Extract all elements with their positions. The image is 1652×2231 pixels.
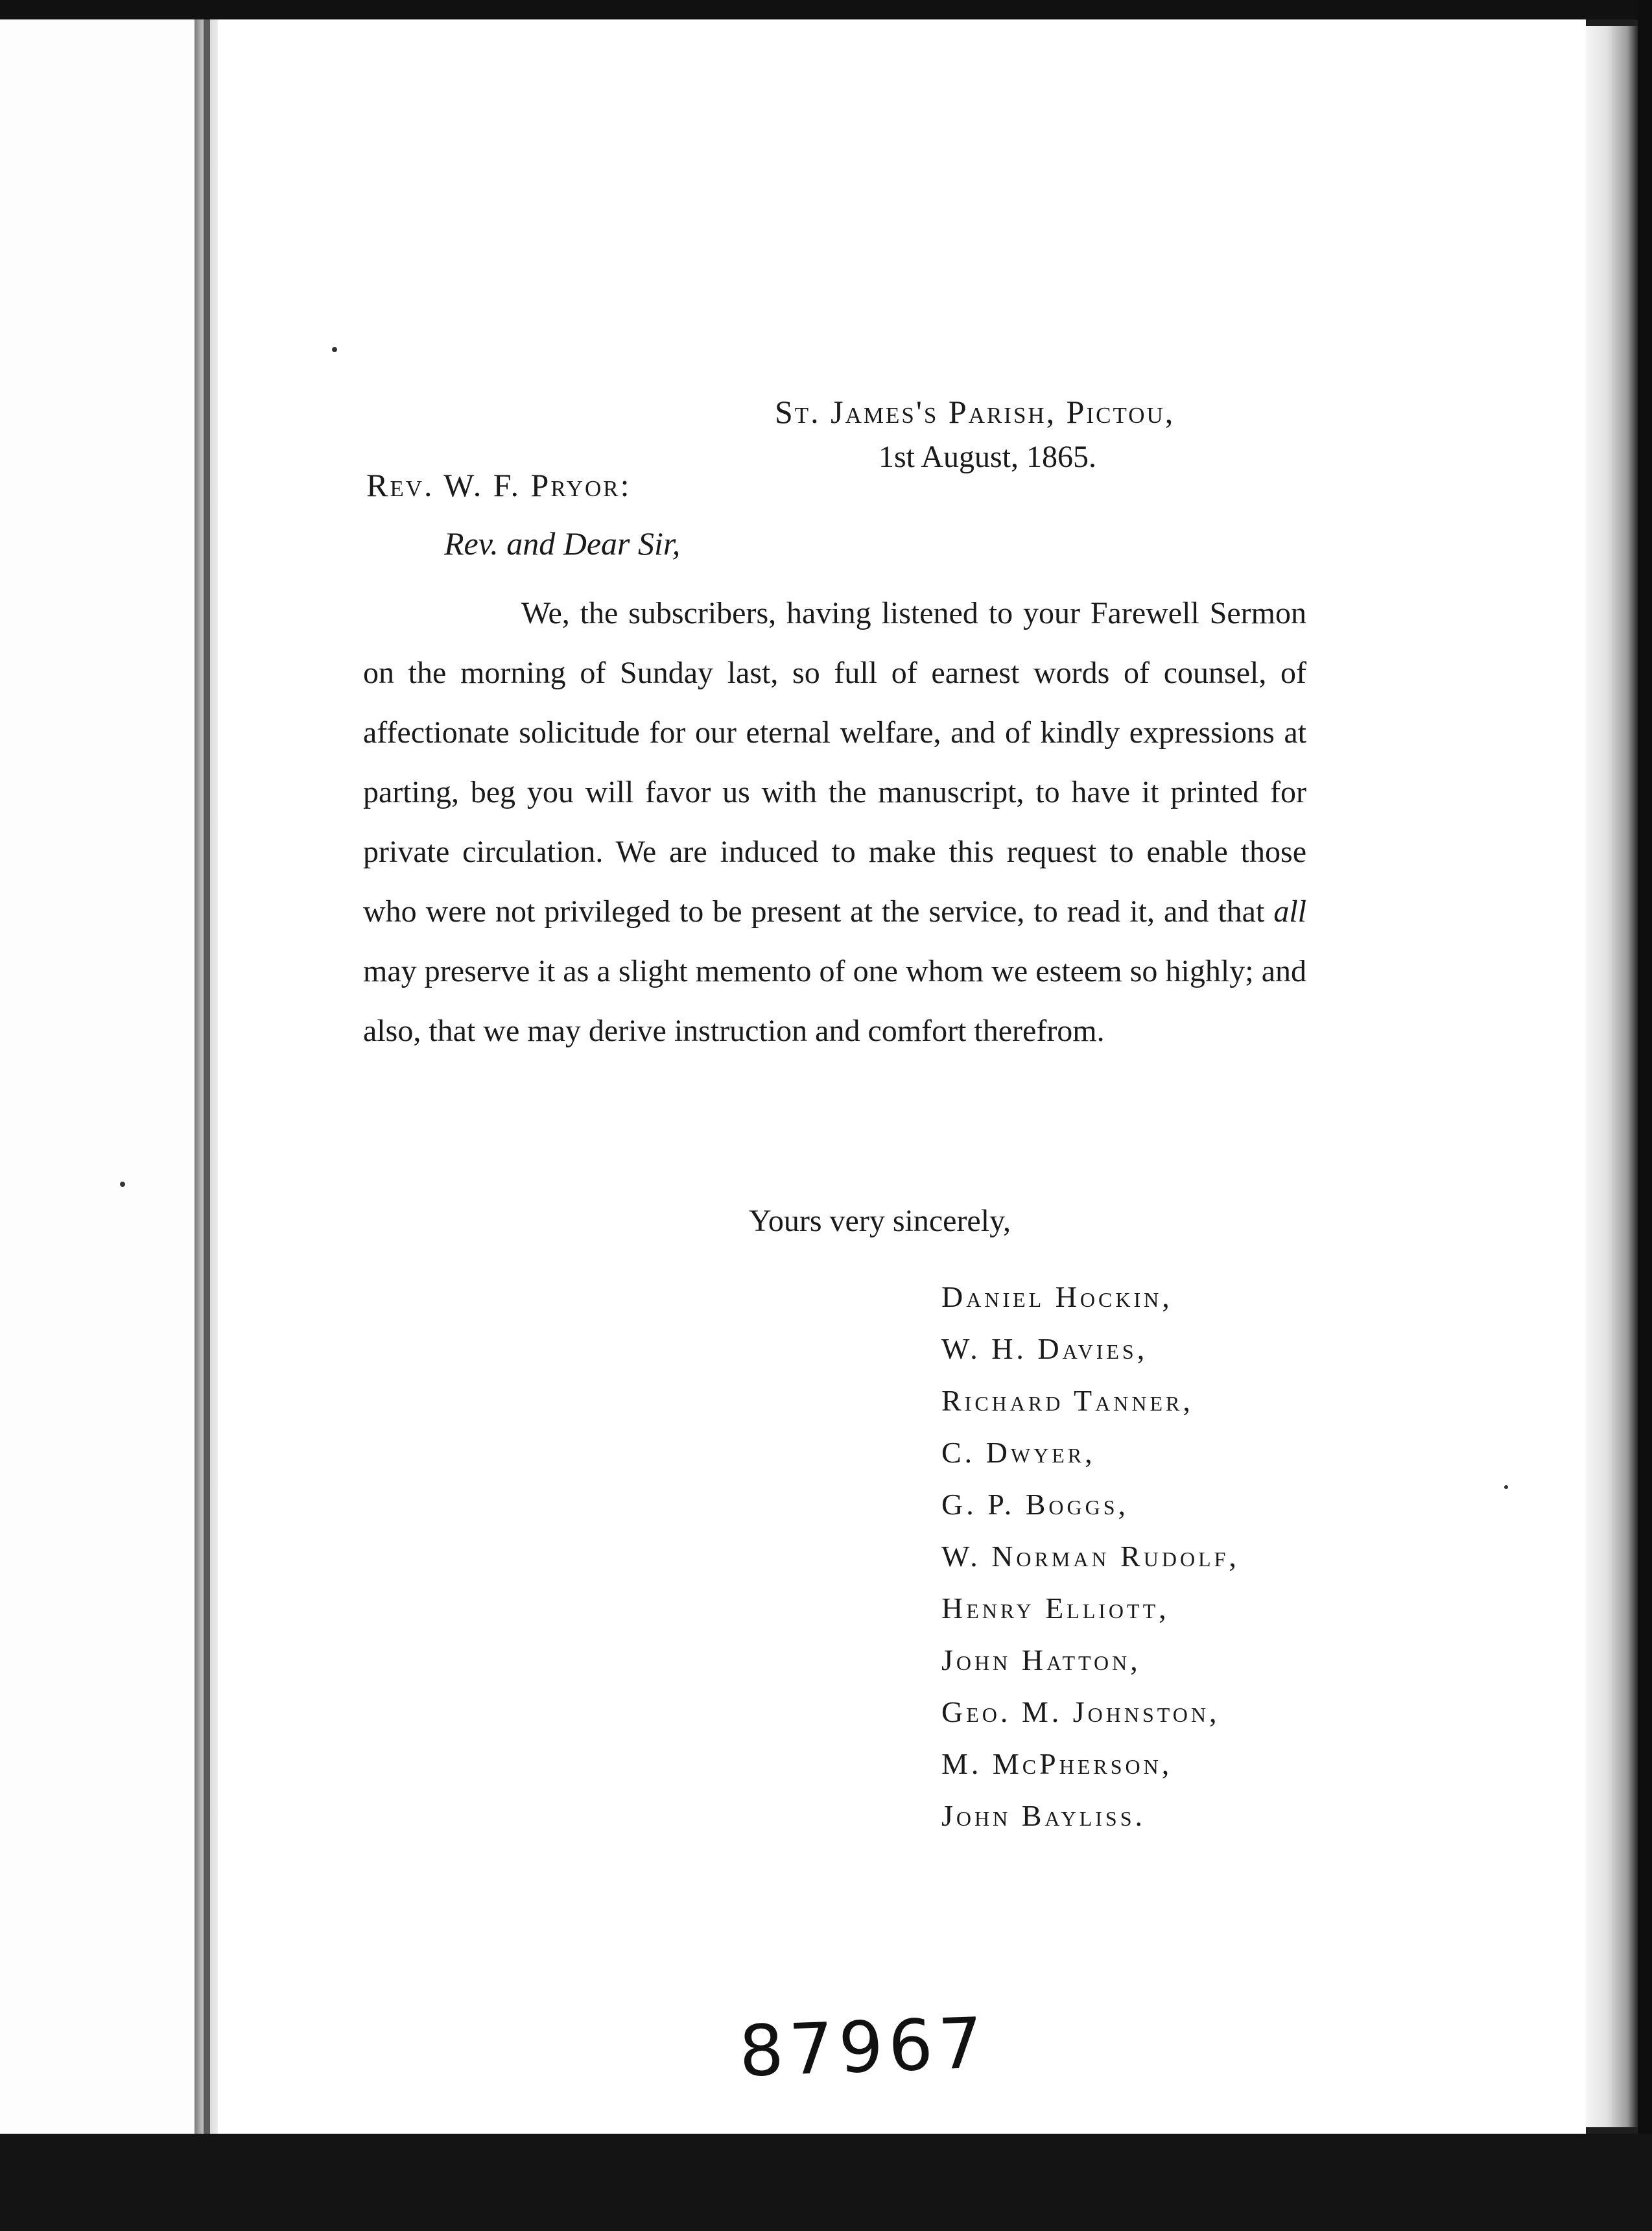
- signatory-name: G. P. Boggs,: [941, 1488, 1129, 1521]
- signatory-name: Daniel Hockin,: [941, 1280, 1173, 1313]
- scan-bottom-border: [0, 2134, 1652, 2231]
- signatory-name: C. Dwyer,: [941, 1436, 1096, 1469]
- signatory-name: W. H. Davies,: [941, 1332, 1148, 1365]
- signatory-name: Richard Tanner,: [941, 1384, 1194, 1417]
- letter-body-part2: may preserve it as a slight memento of one whom we esteem so highly; and also, that we may derive instruction and comfort therefrom.: [363, 954, 1306, 1048]
- scan-top-border: [0, 0, 1652, 19]
- letter-date: 1st August, 1865.: [879, 440, 1097, 474]
- letter-place: St. James's Parish, Pictou,: [775, 394, 1175, 430]
- paper-speck: [1504, 1485, 1508, 1489]
- paper-speck: [120, 1182, 125, 1187]
- letter-closing: Yours very sincerely,: [749, 1204, 1011, 1238]
- letter-page: [218, 19, 1586, 2134]
- signatory-name: John Hatton,: [941, 1643, 1141, 1676]
- page-edge-curl: [1586, 26, 1638, 2127]
- letter-body-part1: We, the subscribers, having listened to your Farewell Sermon on the morning of Sunday last, so full of earnest words of counsel, of affectionate solicitude for our eternal welfare, and of kindly expressions at parting, beg you will favor us with the manuscript, to have it printed for private circulation. We are induced to make this request to enable those who were not privileged to be present at the service, to read it, and that: [363, 596, 1306, 929]
- facing-page: [0, 19, 195, 2134]
- signatory-name: John Bayliss.: [941, 1799, 1146, 1832]
- signatory-list: [941, 1271, 1240, 1842]
- letter-addressee: Rev. W. F. Pryor:: [366, 467, 631, 503]
- scan-right-border: [1638, 0, 1652, 2231]
- letter-salutation: Rev. and Dear Sir,: [444, 525, 681, 562]
- letter-body-emphasis: all: [1273, 894, 1306, 929]
- handwritten-catalog-number: 87967: [737, 2003, 989, 2093]
- signatory-name: W. Norman Rudolf,: [941, 1540, 1240, 1573]
- signatory-name: Henry Elliott,: [941, 1592, 1170, 1625]
- signatory-name: M. McPherson,: [941, 1747, 1173, 1780]
- paper-speck: [332, 347, 337, 352]
- signatory-name: Geo. M. Johnston,: [941, 1695, 1220, 1728]
- gutter-shadow: [204, 19, 210, 2134]
- letter-body: [363, 584, 1306, 1061]
